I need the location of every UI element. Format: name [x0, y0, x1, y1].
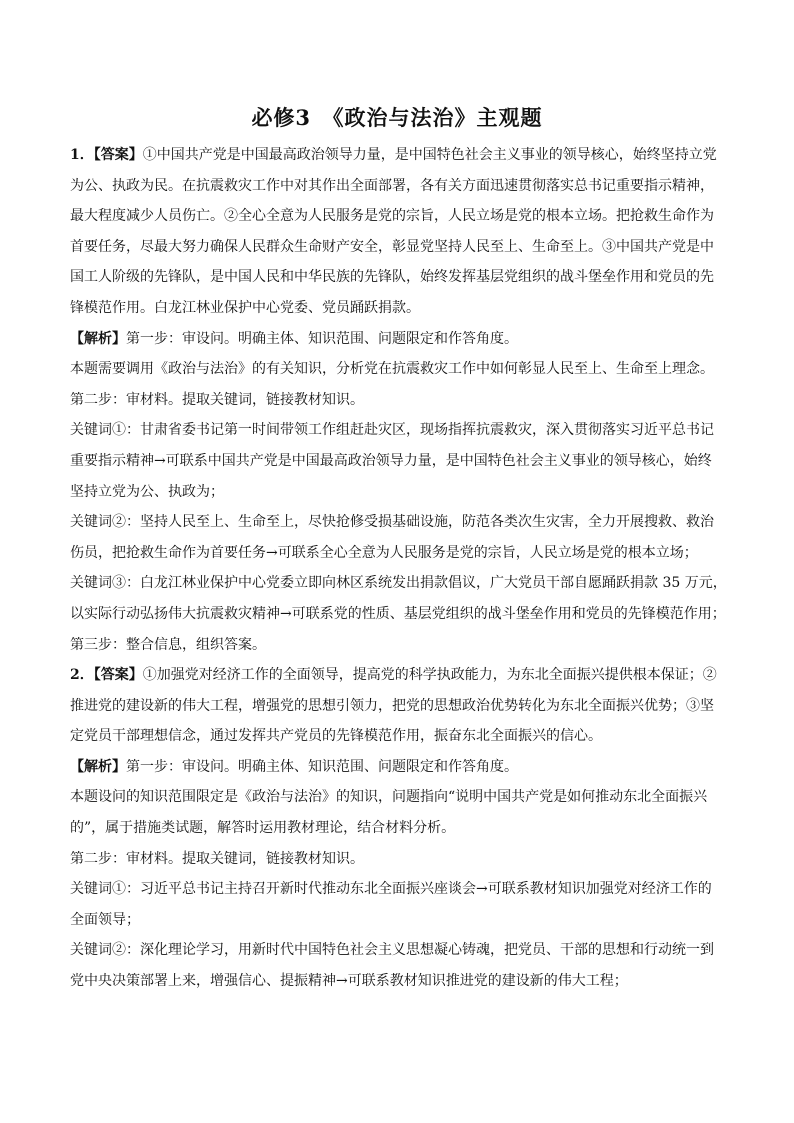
- q1-answer-line: 国工人阶级的先锋队，是中国人民和中华民族的先锋队，始终发挥基层党组织的战斗堡垒作用和党员的先: [70, 269, 714, 286]
- page-title: 必修3 《政治与法治》主观题: [251, 105, 543, 130]
- q2-answer-label: 2．【答案】: [70, 667, 143, 684]
- q1-analysis-line: 第三步：整合信息，组织答案。: [70, 636, 266, 653]
- q2-analysis-line: [70, 752, 730, 783]
- q2-analysis-line: 全面领导；: [70, 911, 140, 928]
- q1-analysis-line: 坚持立党为公、执政为；: [70, 483, 224, 500]
- q1-answer-label: 1．【答案】: [70, 147, 143, 163]
- q1-answer-text: ①中国共产党是中国最高政治领导力量，是中国特色社会主义事业的领导核心，始终坚持立党: [142, 147, 717, 163]
- q1-analysis-line: 关键词③：白龙江林业保护中心党委立即向林区系统发出捐款倡议，广大党员干部自愿踊跃捐款 35 万元，: [70, 575, 727, 592]
- q1-answer-line: 为公、执政为民。在抗震救灾工作中对其作出全面部署，各有关方面迅速贯彻落实总书记重要指示精神，: [70, 177, 714, 194]
- q1-answer-line: 锋模范作用。白龙江林业保护中心党委、党员踊跃捐款。: [70, 299, 420, 316]
- q2-analysis-label: 【解析】: [70, 758, 126, 775]
- q1-analysis-line: [70, 324, 730, 355]
- q2-analysis-text: 第一步：审设问。明确主体、知识范围、问题限定和作答角度。: [126, 758, 518, 775]
- q1-answer-line: 首要任务，尽最大努力确保人民群众生命财产安全，彰显党坚持人民至上、生命至上。③中国共产党是中: [70, 238, 714, 255]
- q2-analysis-line: 关键词①：习近平总书记主持召开新时代推动东北全面振兴座谈会→可联系教材知识加强党对经济工作的: [70, 881, 712, 898]
- q2-analysis-line: 本题设问的知识范围限定是《政治与法治》的知识，问题指向“说明中国共产党是如何推动东北全面振兴: [70, 789, 708, 806]
- q2-answer-text: ①加强党对经济工作的全面领导，提高党的科学执政能力，为东北全面振兴提供根本保证；②: [142, 667, 717, 684]
- q2-answer-line: [70, 660, 730, 691]
- q2-analysis-line: 关键词②：深化理论学习，用新时代中国特色社会主义思想凝心铸魂，把党员、干部的思想和行动统一到: [70, 942, 714, 959]
- q1-analysis-line: 关键词①：甘肃省委书记第一时间带领工作组赶赴灾区，现场指挥抗震救灾，深入贯彻落实习近平总书记: [70, 422, 714, 439]
- q2-analysis-line: 的”，属于措施类试题，解答时运用教材理论，结合材料分析。: [70, 820, 456, 837]
- q1-analysis-text: 第一步：审设问。明确主体、知识范围、问题限定和作答角度。: [126, 330, 518, 347]
- q1-analysis-line: 本题需要调用《政治与法治》的有关知识，分析党在抗震救灾工作中如何彰显人民至上、生命至上理念。: [70, 361, 714, 378]
- q1-answer-line: 最大程度减少人员伤亡。②全心全意为人民服务是党的宗旨，人民立场是党的根本立场。把抢救生命作为: [70, 208, 714, 225]
- q2-answer-line: 推进党的建设新的伟大工程，增强党的思想引领力，把党的思想政治优势转化为东北全面振兴优势；③坚: [70, 697, 714, 714]
- q2-answer-line: 定党员干部理想信念，通过发挥共产党员的先锋模范作用，振奋东北全面振兴的信心。: [70, 728, 602, 745]
- document-body: [70, 140, 730, 997]
- q1-analysis-label: 【解析】: [70, 330, 126, 347]
- q2-analysis-line: 党中央决策部署上来，增强信心、提振精神→可联系教材知识推进党的建设新的伟大工程；: [70, 973, 628, 990]
- q1-analysis-line: 伤员，把抢救生命作为首要任务→可联系全心全意为人民服务是党的宗旨，人民立场是党的根本立场；: [70, 544, 698, 561]
- q1-answer-line: [70, 140, 730, 171]
- q1-analysis-line: 第二步：审材料。提取关键词，链接教材知识。: [70, 391, 364, 408]
- q1-analysis-line: 关键词②：坚持人民至上、生命至上，尽快抢修受损基础设施，防范各类次生灾害，全力开展搜救、救治: [70, 514, 714, 531]
- q1-analysis-line: 重要指示精神→可联系中国共产党是中国最高政治领导力量，是中国特色社会主义事业的领导核心，始终: [70, 452, 712, 469]
- q2-analysis-line: 第二步：审材料。提取关键词，链接教材知识。: [70, 850, 364, 867]
- q1-analysis-line: 以实际行动弘扬伟大抗震救灾精神→可联系党的性质、基层党组织的战斗堡垒作用和党员的先锋模范作用；: [70, 605, 726, 622]
